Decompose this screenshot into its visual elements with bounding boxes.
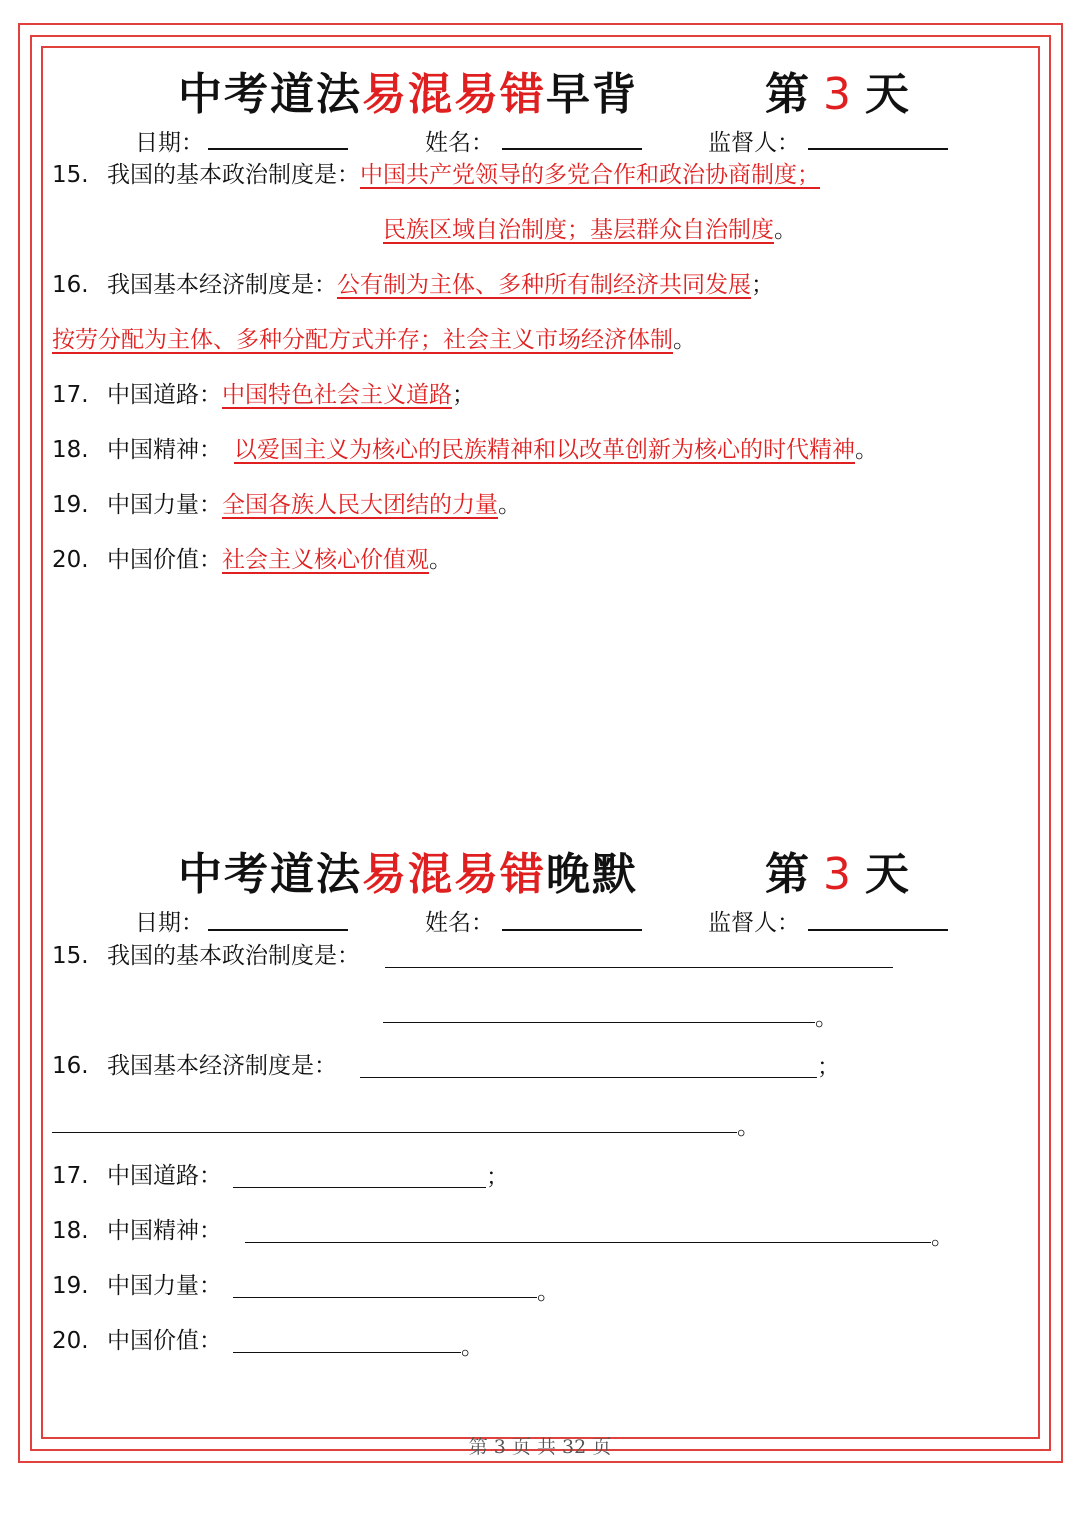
title-highlight: 易混易错 [362, 69, 546, 120]
date-field[interactable] [208, 929, 348, 931]
evening-item-18 [52, 1216, 222, 1246]
question-text: 中国精神： [107, 1218, 222, 1244]
answer-text: 以爱国主义为核心的民族精神和以改革创新为核心的时代精神 [234, 437, 855, 463]
morning-item-17 [52, 380, 475, 410]
morning-item-18 [52, 435, 878, 465]
day-suffix: 天 [865, 849, 909, 900]
morning-item-16 [52, 270, 774, 300]
answer-text: 中国共产党领导的多党合作和政治协商制度； [360, 162, 820, 188]
answer-text: 民族区域自治制度；基层群众自治制度 [383, 217, 774, 243]
morning-item-20 [52, 545, 452, 575]
item-number: 16. [52, 272, 89, 298]
question-text: 我国的基本政治制度是： [107, 943, 360, 969]
answer-blank[interactable] [360, 1077, 817, 1078]
evening-item-17 [52, 1161, 222, 1191]
question-text: 我国基本经济制度是： [107, 1053, 337, 1079]
item-number: 18. [52, 437, 89, 463]
title-suffix: 早背 [546, 69, 638, 120]
title-text: 中考道法 [178, 849, 362, 900]
punctuation: 。 [673, 327, 696, 353]
evening-item-16 [52, 1051, 337, 1081]
item-number: 20. [52, 1328, 89, 1354]
question-text: 中国道路： [107, 382, 222, 408]
date-label: 日期： [135, 910, 204, 936]
item-number: 19. [52, 492, 89, 518]
supervisor-field[interactable] [808, 148, 948, 150]
morning-item-15 [52, 160, 820, 190]
question-text: 中国力量： [107, 492, 222, 518]
item-number: 17. [52, 1163, 89, 1189]
question-text: 我国的基本政治制度是： [107, 162, 360, 188]
date-field[interactable] [208, 148, 348, 150]
day-prefix: 第 [765, 849, 809, 900]
answer-text: 中国特色社会主义道路 [222, 382, 452, 408]
answer-blank[interactable] [383, 1022, 815, 1023]
answer-blank[interactable] [385, 967, 893, 968]
answer-text: 按劳分配为主体、多种分配方式并存；社会主义市场经济体制 [52, 327, 673, 353]
punctuation: 。 [537, 1279, 560, 1305]
item-number: 15. [52, 162, 89, 188]
date-label: 日期： [135, 130, 204, 156]
punctuation: ； [751, 272, 774, 298]
name-field[interactable] [502, 929, 642, 931]
answer-blank[interactable] [233, 1297, 537, 1298]
punctuation: 。 [429, 547, 452, 573]
question-text: 我国基本经济制度是： [107, 272, 337, 298]
punctuation: 。 [815, 1005, 838, 1031]
punctuation: 。 [461, 1334, 484, 1360]
punctuation: ； [486, 1164, 509, 1190]
question-text: 中国价值： [107, 1328, 222, 1354]
punctuation: ； [452, 382, 475, 408]
question-text: 中国力量： [107, 1273, 222, 1299]
answer-text: 社会主义核心价值观 [222, 547, 429, 573]
question-text: 中国精神： [107, 437, 222, 463]
day-prefix: 第 [765, 69, 809, 120]
evening-item-19 [52, 1271, 222, 1301]
punctuation: 。 [931, 1224, 954, 1250]
supervisor-label: 监督人： [708, 910, 800, 936]
supervisor-label: 监督人： [708, 130, 800, 156]
title-highlight: 易混易错 [362, 849, 546, 900]
item-number: 16. [52, 1053, 89, 1079]
morning-item-15-cont [383, 215, 797, 245]
title-text: 中考道法 [178, 69, 362, 120]
punctuation: ； [817, 1054, 840, 1080]
item-number: 19. [52, 1273, 89, 1299]
question-text: 中国道路： [107, 1163, 222, 1189]
name-label: 姓名： [425, 130, 494, 156]
morning-title [178, 58, 638, 122]
punctuation: 。 [737, 1114, 760, 1140]
punctuation: 。 [855, 437, 878, 463]
day-number: 3 [823, 69, 851, 120]
morning-day [765, 58, 909, 122]
day-suffix: 天 [865, 69, 909, 120]
page-footer: 第 3 页 共 32 页 [468, 1436, 612, 1458]
answer-blank[interactable] [245, 1242, 931, 1243]
answer-blank[interactable] [52, 1132, 737, 1133]
evening-item-20 [52, 1326, 222, 1356]
answer-blank[interactable] [233, 1352, 461, 1353]
morning-item-16-cont [52, 325, 696, 355]
answer-blank[interactable] [233, 1187, 486, 1188]
morning-item-19 [52, 490, 521, 520]
day-number: 3 [823, 849, 851, 900]
title-suffix: 晚默 [546, 849, 638, 900]
item-number: 20. [52, 547, 89, 573]
evening-item-15 [52, 941, 360, 971]
punctuation: 。 [774, 217, 797, 243]
supervisor-field[interactable] [808, 929, 948, 931]
answer-text: 公有制为主体、多种所有制经济共同发展 [337, 272, 751, 298]
question-text: 中国价值： [107, 547, 222, 573]
punctuation: 。 [498, 492, 521, 518]
item-number: 17. [52, 382, 89, 408]
item-number: 18. [52, 1218, 89, 1244]
evening-title [178, 838, 638, 902]
answer-text: 全国各族人民大团结的力量 [222, 492, 498, 518]
item-number: 15. [52, 943, 89, 969]
evening-day [765, 838, 909, 902]
name-label: 姓名： [425, 910, 494, 936]
name-field[interactable] [502, 148, 642, 150]
